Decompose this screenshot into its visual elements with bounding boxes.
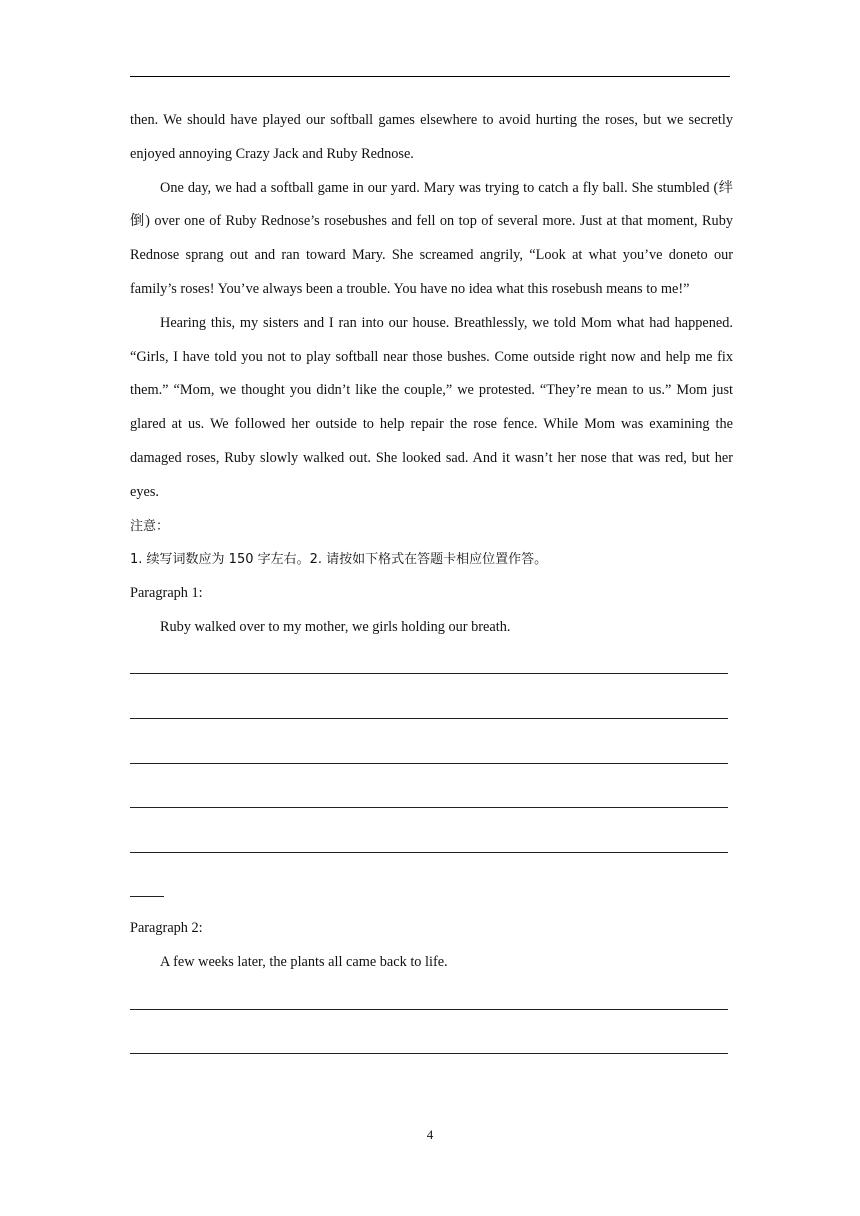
paragraph-2-label: Paragraph 2: xyxy=(130,920,203,937)
paragraph-1-label: Paragraph 1: xyxy=(130,585,203,602)
paragraph-1-opening: Ruby walked over to my mother, we girls holding our breath. xyxy=(160,618,511,635)
story-paragraph-3: Hearing this, my sisters and I ran into our house. Breathlessly, we told Mom what had happened. “Girls, I have told you not to play softball near those bushes. Come outside right now and help me fix them.” “Mom, we thought you didn’t like the couple,” we protested. “They’re mean to us.” Mom just glared at us. We followed her outside to help repair the rose fence. While Mom was examining the damaged roses, Ruby slowly walked out. She looked sad. And it wasn’t her nose that was red, but her eyes. xyxy=(130,314,733,500)
answer-line xyxy=(130,823,733,868)
answer-line xyxy=(130,734,733,779)
notes-heading: 注意： xyxy=(130,518,170,534)
answer-line xyxy=(130,779,733,824)
notes-instructions: 1. 续写词数应为 150 字左右。2. 请按如下格式在答题卡相应位置作答。 xyxy=(130,552,548,568)
answer-line xyxy=(130,689,733,734)
answer-line xyxy=(130,645,733,690)
page-number: 4 xyxy=(426,1127,434,1142)
answer-line xyxy=(130,980,733,1025)
story-paragraph-1: then. We should have played our softball games elsewhere to avoid hurting the roses, but we secretly enjoyed annoying Crazy Jack and Ruby Rednose. xyxy=(130,112,733,162)
document-body xyxy=(130,104,733,1069)
story-paragraph-2: One day, we had a softball game in our yard. Mary was trying to catch a fly ball. She stumbled (绊倒) over one of Ruby Rednose’s rosebushes and fell on top of several more. Just at that moment, Ruby Rednose sprang out and ran toward Mary. She screamed angrily, “Look at what you’ve doneto our family’s roses! You’ve always been a trouble. You have no idea what this rosebush means to me!” xyxy=(130,179,733,297)
answer-line xyxy=(130,1025,733,1070)
header-rule xyxy=(130,76,730,77)
paragraph-2-opening: A few weeks later, the plants all came back to life. xyxy=(160,954,448,971)
answer-line-tail xyxy=(130,868,733,913)
